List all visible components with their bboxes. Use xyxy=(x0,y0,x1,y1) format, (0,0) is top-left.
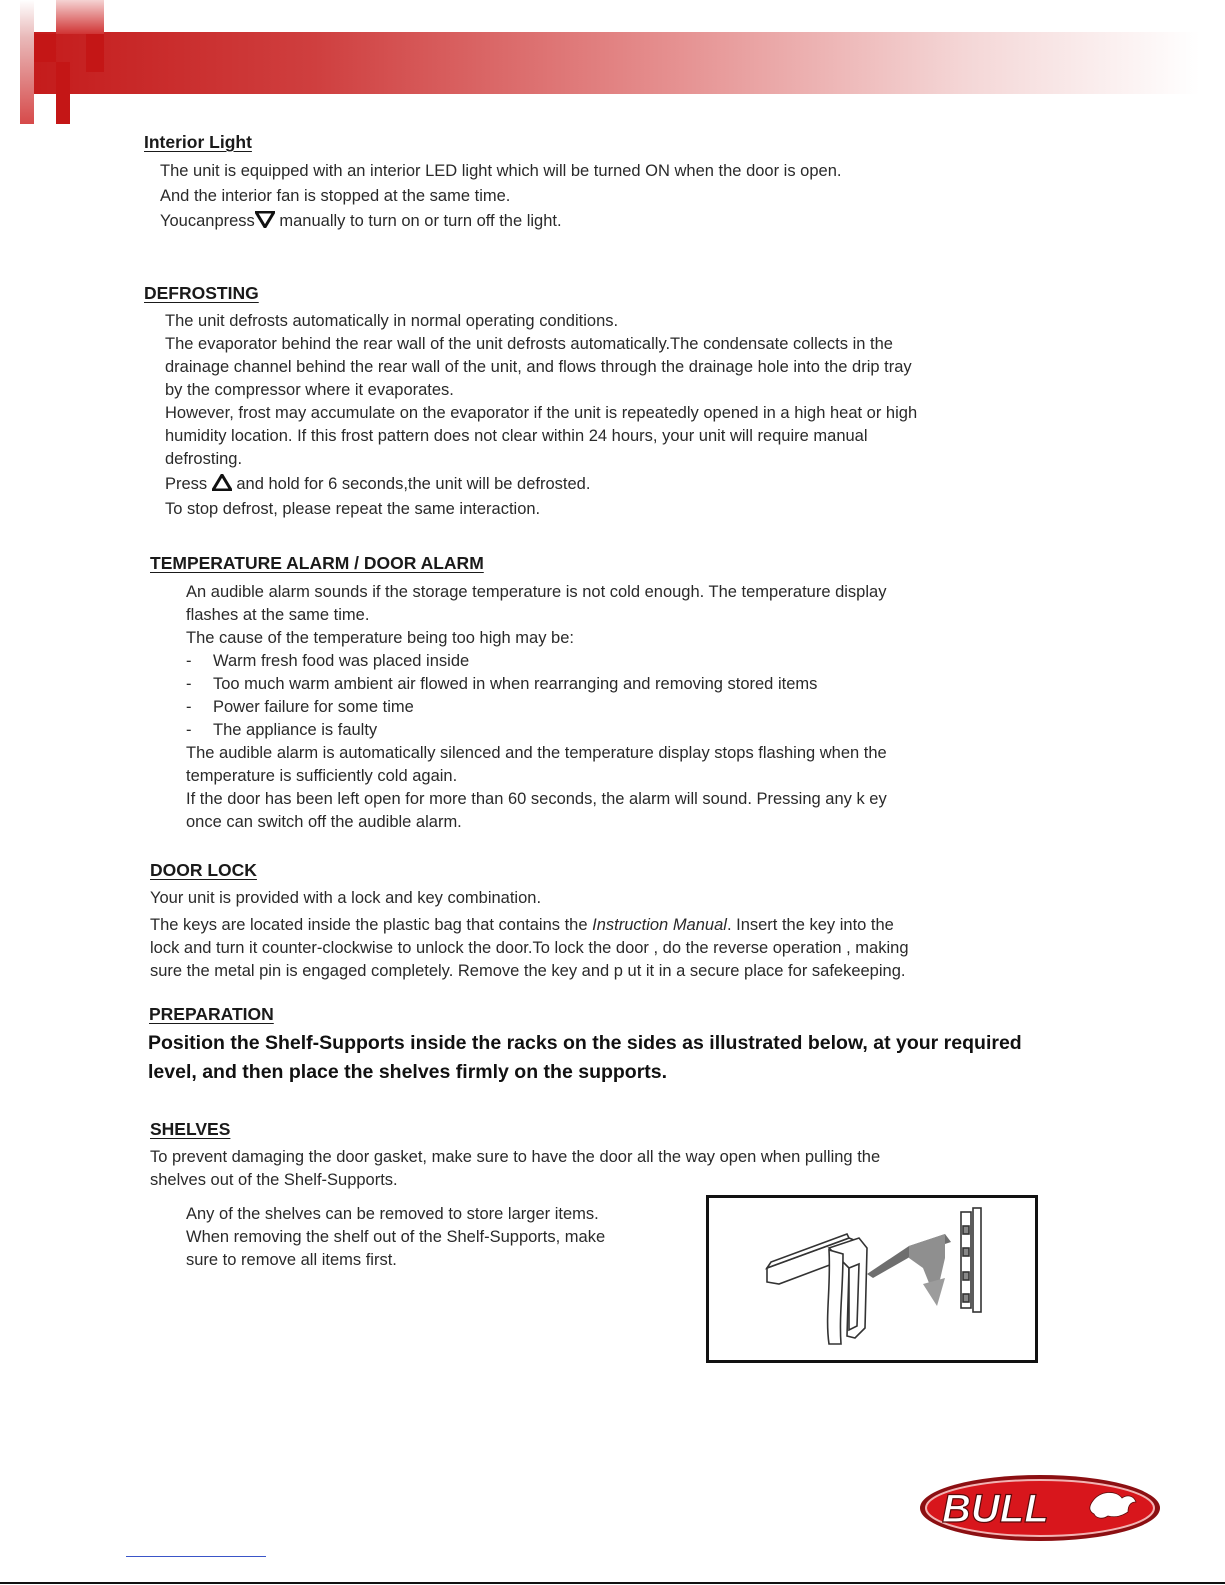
preparation-heading: PREPARATION xyxy=(149,1004,274,1024)
text-line: To stop defrost, please repeat the same interaction. xyxy=(165,500,541,518)
header-pixel-block xyxy=(34,34,56,62)
text-line: When removing the shelf out of the Shelf-Supports, make xyxy=(186,1228,606,1246)
shelves-removal-note xyxy=(186,1203,605,1272)
text-line: flashes at the same time. xyxy=(186,606,370,624)
text-line: The evaporator behind the rear wall of the unit defrosts automatically.The condensate collects in the xyxy=(165,335,893,353)
list-item: - Power failure for some time xyxy=(186,698,414,716)
alarm-heading: TEMPERATURE ALARM / DOOR ALARM xyxy=(150,553,484,573)
header-pixel-block xyxy=(56,62,70,124)
header-pixel-block xyxy=(56,0,104,34)
text-line: defrosting. xyxy=(165,450,243,468)
text-line: If the door has been left open for more than 60 seconds, the alarm will sound. Pressing any k ey xyxy=(186,790,887,808)
page-bottom-rule xyxy=(0,1582,1225,1584)
text-line: And the interior fan is stopped at the same time. xyxy=(160,187,511,205)
text-line: temperature is sufficiently cold again. xyxy=(186,767,458,785)
down-triangle-icon xyxy=(255,211,275,235)
text-line: sure to remove all items first. xyxy=(186,1251,397,1269)
preparation-body xyxy=(148,1029,1022,1087)
text-line: The keys are located inside the plastic bag that contains the Instruction Manual. Insert the key into the xyxy=(150,916,894,934)
text-line: lock and turn it counter-clockwise to unlock the door.To lock the door , do the reverse operation , making xyxy=(150,939,909,957)
footer-link-underline xyxy=(126,1556,266,1557)
text-line: once can switch off the audible alarm. xyxy=(186,813,462,831)
interior-light-heading: Interior Light xyxy=(144,132,252,152)
text-line: The unit is equipped with an interior LED light which will be turned ON when the door is open. xyxy=(160,162,842,180)
text-line: by the compressor where it evaporates. xyxy=(165,381,454,399)
shelves-heading: SHELVES xyxy=(150,1119,231,1139)
door-lock-body xyxy=(150,887,909,983)
door-lock-heading: DOOR LOCK xyxy=(150,860,257,880)
defrosting-heading: DEFROSTING xyxy=(144,283,259,303)
text-line: The unit defrosts automatically in normal operating conditions. xyxy=(165,312,619,330)
header-pixel-block xyxy=(86,34,104,72)
svg-text:BULL: BULL xyxy=(942,1487,1049,1531)
text-line: The cause of the temperature being too high may be: xyxy=(186,629,574,647)
up-triangle-icon xyxy=(212,474,232,498)
text-line: To prevent damaging the door gasket, make sure to have the door all the way open when pulling the xyxy=(150,1148,881,1166)
text-line: Your unit is provided with a lock and key combination. xyxy=(150,889,542,907)
list-item: - The appliance is faulty xyxy=(186,721,378,739)
text-line: The audible alarm is automatically silenced and the temperature display stops flashing when the xyxy=(186,744,887,762)
text-line: Press and hold for 6 seconds,the unit will be defrosted. xyxy=(165,473,917,498)
text-line: shelves out of the Shelf-Supports. xyxy=(150,1171,398,1189)
text-line: sure the metal pin is engaged completely. Remove the key and p ut it in a secure place for safekeeping. xyxy=(150,962,906,980)
text-line: drainage channel behind the rear wall of the unit, and flows through the drainage hole into the drip tray xyxy=(165,358,912,376)
bull-logo xyxy=(916,1472,1164,1544)
list-item: - Too much warm ambient air flowed in when rearranging and removing stored items xyxy=(186,675,818,693)
manual-title-italic: Instruction Manual xyxy=(592,916,727,934)
text-line: humidity location. If this frost pattern does not clear within 24 hours, your unit will require manual xyxy=(165,427,868,445)
shelf-support-illustration xyxy=(706,1195,1038,1363)
alarm-body xyxy=(186,581,887,834)
list-item: - Warm fresh food was placed inside xyxy=(186,652,470,670)
shelves-body xyxy=(150,1146,880,1192)
header-pixel-block xyxy=(20,0,34,124)
defrosting-body xyxy=(165,310,917,521)
text-line: However, frost may accumulate on the evaporator if the unit is repeatedly opened in a high heat or high xyxy=(165,404,918,422)
text-line: level, and then place the shelves firmly on the supports. xyxy=(148,1061,668,1083)
text-line: Position the Shelf-Supports inside the racks on the sides as illustrated below, at your required xyxy=(148,1032,1022,1054)
header-gradient-bar xyxy=(20,32,1200,94)
interior-light-body xyxy=(160,160,841,235)
text-line: Youcanpress manually to turn on or turn off the light. xyxy=(160,210,841,235)
text-line: Any of the shelves can be removed to store larger items. xyxy=(186,1205,599,1223)
text-line: An audible alarm sounds if the storage temperature is not cold enough. The temperature display xyxy=(186,583,887,601)
